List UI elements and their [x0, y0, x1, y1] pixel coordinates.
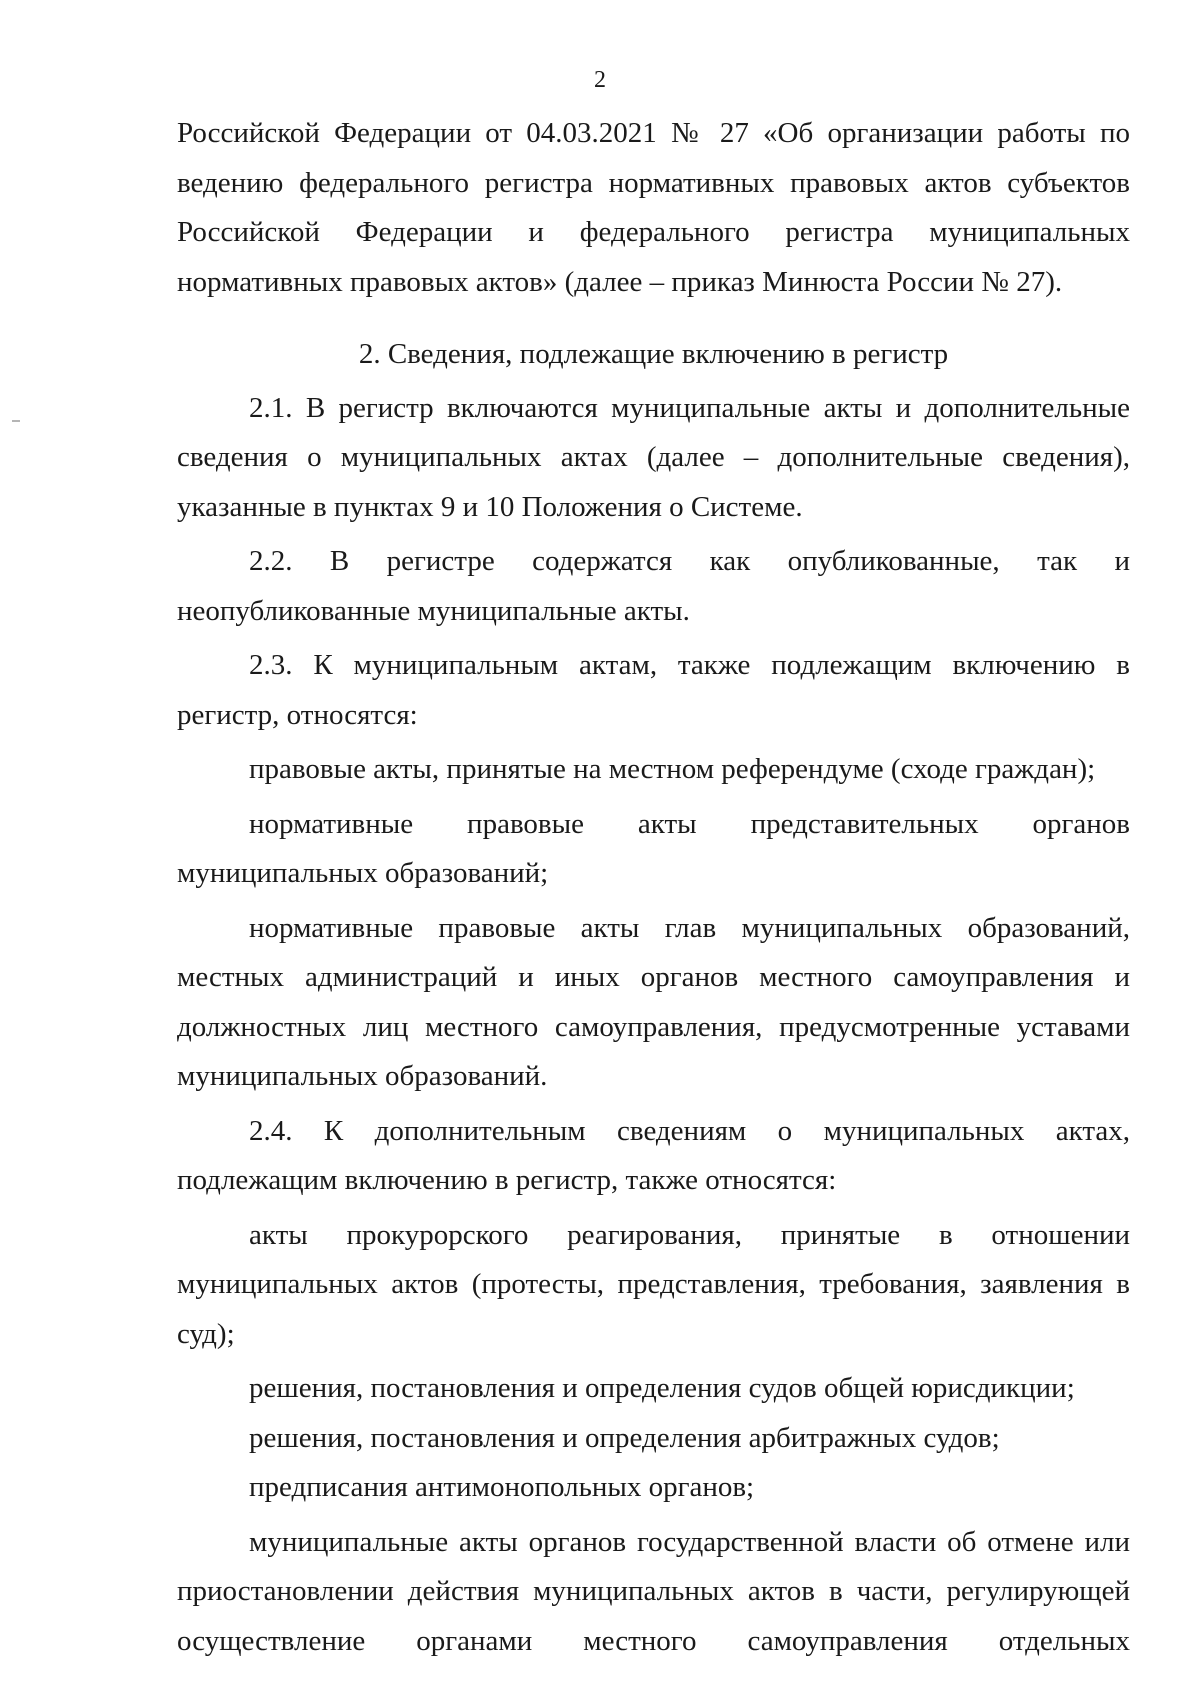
list-item-head-acts: нормативные правовые акты глав муниципальных образований, местных администраций и иных органов местного самоуправления и должностных лиц местного самоуправления, предусмотренные уставами муниципальных образований.	[177, 911, 1130, 1092]
list-item-representative-acts: нормативные правовые акты представительных органов муниципальных образований;	[177, 807, 1130, 889]
list-item-general-court-decisions: решения, постановления и определения судов общей юрисдикции;	[249, 1372, 1075, 1404]
list-item-arbitration-court-decisions: решения, постановления и определения арбитражных судов;	[249, 1421, 1000, 1454]
list-item-state-authority-acts: муниципальные акты органов государственной власти об отмене или приостановлении действия муниципальных актов в части, регулирующей осуществление органами местного самоуправления отдельных	[177, 1525, 1130, 1657]
document-body	[177, 109, 1130, 1666]
paragraph-2-4: 2.4. К дополнительным сведениям о муниципальных актах, подлежащим включению в регистр, также относятся:	[177, 1114, 1130, 1196]
list-item-antimonopoly-orders: предписания антимонопольных органов;	[249, 1471, 755, 1503]
page-number: 2	[594, 67, 606, 93]
paragraph-2-3: 2.3. К муниципальным актам, также подлежащим включению в регистр, относятся:	[177, 649, 1130, 731]
section-heading: 2. Сведения, подлежащие включению в регистр	[358, 338, 949, 370]
list-item-prosecutor-acts: акты прокурорского реагирования, принятые в отношении муниципальных актов (протесты, представления, требования, заявления в суд);	[177, 1218, 1130, 1350]
paragraph-2-2: 2.2. В регистре содержатся как опубликованные, так и неопубликованные муниципальные акты.	[177, 545, 1130, 627]
paragraph-continuation: Российской Федерации от 04.03.2021 № 27 «Об организации работы по ведению федерального регистра нормативных правовых актов субъектов Российской Федерации и федерального регистра муниципальных нормативных правовых актов» (далее – приказ Минюста России № 27).	[177, 117, 1130, 298]
paragraph-2-1: 2.1. В регистр включаются муниципальные акты и дополнительные сведения о муниципальных актах (далее – дополнительные сведения), указанные в пунктах 9 и 10 Положения о Системе.	[177, 391, 1130, 523]
list-item-referendum-acts: правовые акты, принятые на местном референдуме (сходе граждан);	[249, 753, 1096, 785]
margin-mark	[12, 420, 20, 422]
